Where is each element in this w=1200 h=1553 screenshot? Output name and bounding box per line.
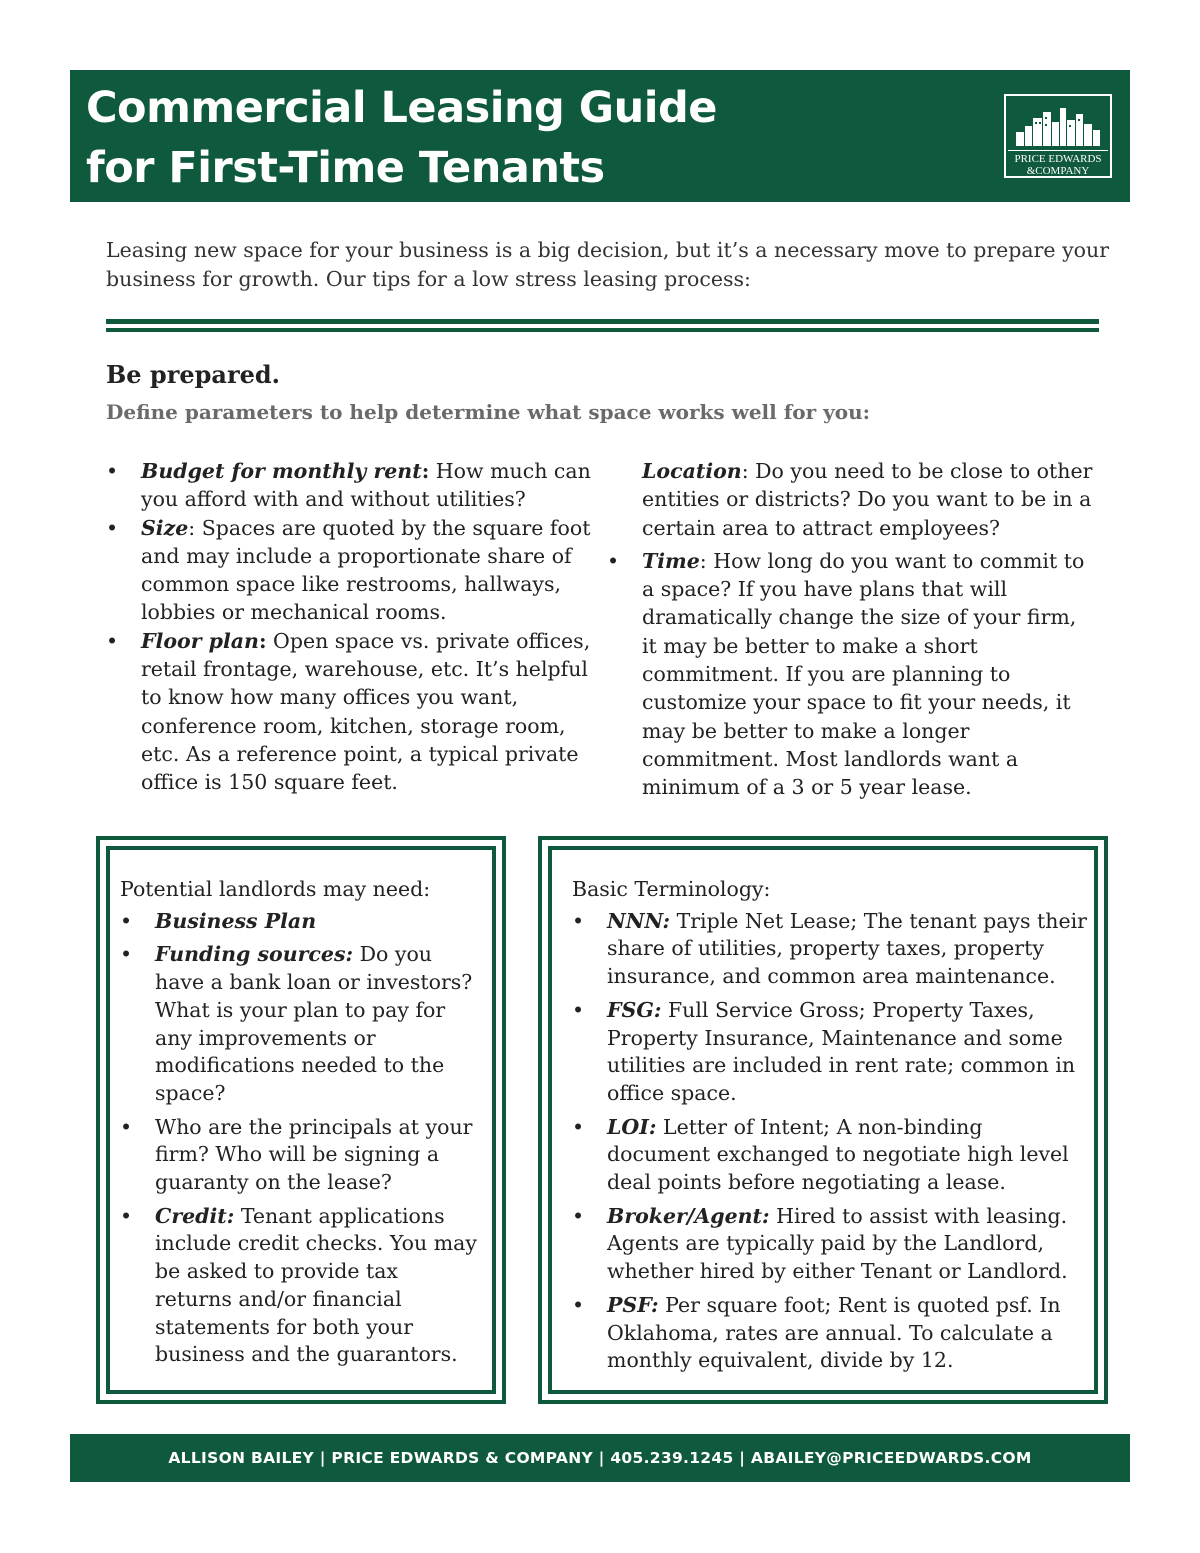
item-text: Per square foot; Rent is quoted psf. In Oklahoma, rates are annual. To calculate a monthly equivalent, divide by 12.	[607, 1292, 1061, 1373]
logo-line-1: PRICE EDWARDS	[1014, 153, 1102, 165]
box-heading: Potential landlords may need:	[120, 877, 431, 901]
term-separator: :	[188, 515, 196, 540]
list-item	[572, 1292, 1087, 1375]
logo-wordmark	[1008, 150, 1108, 177]
section-subtitle: Define parameters to help determine what space works well for you:	[106, 400, 871, 424]
term: Size	[141, 515, 189, 540]
item-text: Do you have a bank loan or investors? What is your plan to pay for any improvements or modifications needed to the space?	[155, 942, 473, 1105]
term: NNN:	[607, 908, 671, 933]
terminology-box	[538, 836, 1108, 1404]
term-separator: :	[741, 459, 749, 483]
term-separator: :	[699, 548, 707, 573]
term: Floor plan	[141, 628, 259, 653]
term-separator: :	[421, 459, 430, 483]
divider-rule-bottom	[106, 328, 1099, 332]
header-banner	[70, 70, 1130, 202]
list-item	[106, 514, 596, 627]
city-skyline-logo-icon	[1014, 104, 1102, 146]
item-text: Tenant applications include credit checks. You may be asked to provide tax returns and/or financial statements for both your business and the guarantors.	[155, 1203, 477, 1367]
item-text: Letter of Intent; A non-binding document exchanged to negotiate high level deal points before negotiating a lease.	[607, 1114, 1069, 1195]
term-separator: :	[258, 628, 267, 653]
item-text: Full Service Gross; Property Taxes, Property Insurance, Maintenance and some utilities are included in rent rate; common in office space.	[607, 997, 1076, 1105]
list-item-continued	[607, 457, 1097, 542]
landlords-box	[96, 836, 506, 1404]
term: FSG:	[607, 997, 662, 1022]
landlords-content	[120, 876, 480, 1375]
item-text: Triple Net Lease; The tenant pays their share of utilities, property taxes, property insurance, and common area maintenance.	[607, 908, 1087, 989]
item-text: How much can you afford with and without utilities?	[141, 459, 591, 512]
item-text: Hired to assist with leasing. Agents are typically paid by the Landlord, whether hired by either Tenant or Landlord.	[607, 1203, 1068, 1284]
parameters-column-left	[106, 457, 596, 797]
footer-contact-bar: ALLISON BAILEY | PRICE EDWARDS & COMPANY | 405.239.1245 | ABAILEY@PRICEEDWARDS.COM	[70, 1434, 1130, 1482]
list-item	[120, 1114, 480, 1197]
list-item	[106, 627, 596, 797]
list-item	[607, 547, 1097, 802]
term: Funding sources:	[155, 942, 354, 967]
term: Budget for monthly rent	[141, 459, 422, 483]
divider-rule-top	[106, 319, 1099, 324]
item-text: Who are the principals at your firm? Who will be signing a guaranty on the lease?	[155, 1114, 473, 1195]
section-title: Be prepared.	[106, 360, 280, 389]
term: Time	[642, 548, 700, 573]
term: Broker/Agent:	[607, 1203, 770, 1228]
list-item	[106, 457, 596, 514]
list-item	[572, 1114, 1087, 1197]
logo-line-2: &COMPANY	[1026, 165, 1090, 177]
item-text: Do you need to be close to other entities or districts? Do you want to be in a certain area to attract employees?	[642, 459, 1093, 540]
term: Credit:	[155, 1203, 235, 1228]
list-item	[572, 1203, 1087, 1286]
page-title	[86, 78, 717, 198]
list-item	[572, 908, 1087, 991]
parameters-column-right	[607, 457, 1097, 802]
list-item	[120, 941, 480, 1107]
term: Location	[642, 459, 742, 483]
item-text: How long do you want to commit to a space? If you have plans that will dramatically change the size of your firm, it may be better to make a short commitment. If you are planning to customize your space to fit your needs, it may be better to make a longer commitment. Most landlords want a minimum of a 3 or 5 year lease.	[642, 548, 1085, 800]
term: PSF:	[607, 1292, 659, 1317]
list-item	[120, 908, 480, 936]
title-line-1: Commercial Leasing Guide	[86, 83, 717, 133]
company-logo	[1004, 94, 1112, 178]
intro-paragraph: Leasing new space for your business is a big decision, but it’s a necessary move to prepare your business for growth. Our tips for a low stress leasing process:	[106, 238, 1110, 291]
list-item	[120, 1203, 480, 1369]
terminology-content	[572, 876, 1087, 1381]
term: LOI:	[607, 1114, 657, 1139]
title-line-2: for First-Time Tenants	[86, 143, 605, 193]
term: Business Plan	[155, 908, 317, 933]
item-text: Open space vs. private offices, retail frontage, warehouse, etc. It’s helpful to know how many offices you want, conference room, kitchen, storage room, etc. As a reference point, a typical private office is 150 square feet.	[141, 628, 591, 795]
box-heading: Basic Terminology:	[572, 877, 771, 901]
item-text: Spaces are quoted by the square foot and may include a proportionate share of common space like restrooms, hallways, lobbies or mechanical rooms.	[141, 515, 591, 625]
list-item	[572, 997, 1087, 1108]
